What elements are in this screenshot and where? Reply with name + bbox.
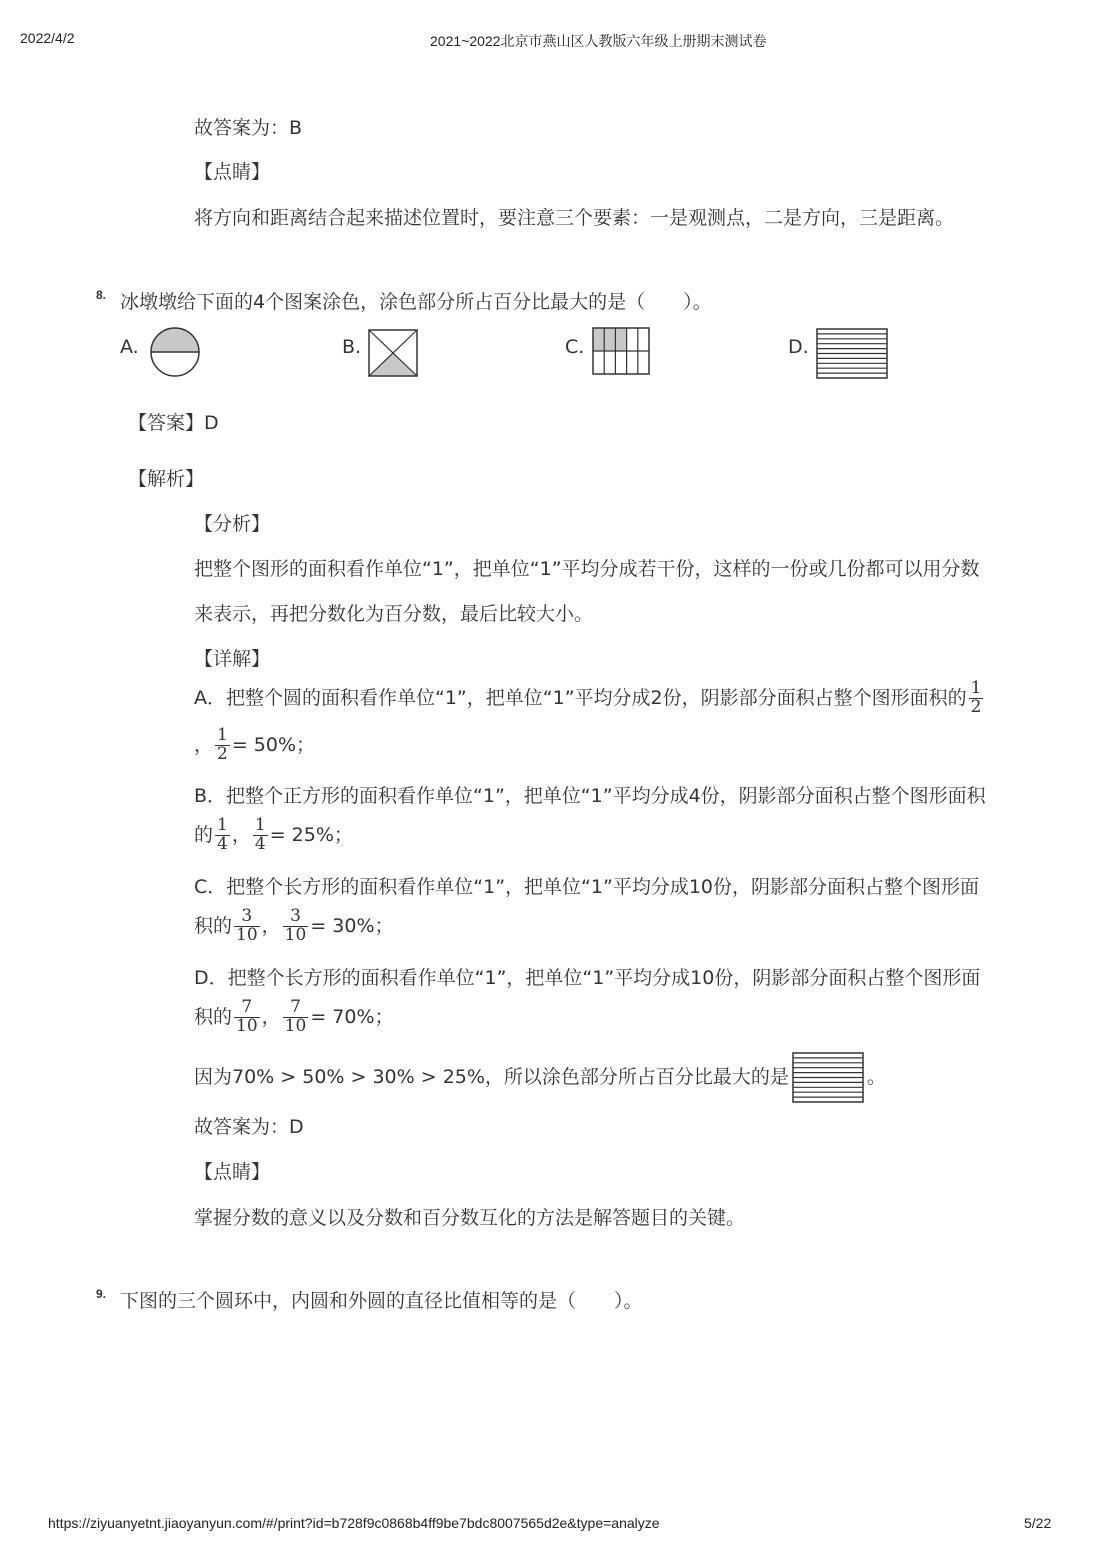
detail-c-de: 积的 <box>194 914 233 937</box>
q7-dianjing-label: 【点睛】 <box>194 161 271 183</box>
question-stem: 下图的三个圆环中，内圆和外圆的直径比值相等的是（ ）。 <box>120 1290 643 1312</box>
xiangjie-label: 【详解】 <box>194 648 271 670</box>
q7-dianjing-text: 将方向和距离结合起来描述位置时，要注意三个要素：一是观测点，二是方向，三是距离。 <box>194 207 955 229</box>
option-c-label: C. <box>565 336 585 358</box>
fraction-one-quarter <box>215 817 230 854</box>
question-number: 9. <box>96 1287 107 1301</box>
conclusion-text: 因为70% > 50% > 30% > 25%，所以涂色部分所占百分比最大的是 <box>194 1066 789 1088</box>
print-date: 2022/4/2 <box>20 30 75 46</box>
question-stem: 冰墩墩给下面的4个图案涂色，涂色部分所占百分比最大的是（ ）。 <box>120 291 712 313</box>
detail-b-line-1: B．把整个正方形的面积看作单位“1”，把单位“1”平均分成4份，阴影部分面积占整个图形面积 <box>194 785 986 807</box>
fraction-denominator: 10 <box>284 924 307 945</box>
option-b-label: B. <box>342 336 362 358</box>
detail-b-result: = 25%； <box>269 823 353 846</box>
fraction-numerator: 3 <box>290 906 301 926</box>
fraction-numerator: 1 <box>217 725 228 745</box>
detail-c-line-1: C．把整个长方形的面积看作单位“1”，把单位“1”平均分成10份，阴影部分面积占整个图形面 <box>194 876 979 898</box>
q7-answer-line: 故答案为：B <box>194 117 303 139</box>
jiexi-label: 【解析】 <box>128 468 205 490</box>
option-d-striped-figure <box>815 327 889 380</box>
fraction-three-tenths <box>234 908 260 945</box>
detail-a-text: A．把整个圆的面积看作单位“1”，把单位“1”平均分成2份，阴影部分面积占整个图形面积的 <box>194 686 967 709</box>
detail-c-result: = 30%； <box>310 914 394 937</box>
fraction-numerator: 1 <box>254 815 266 835</box>
fraction-numerator: 7 <box>290 997 301 1017</box>
answer-label: 【答案】D <box>128 412 219 434</box>
fenxi-label: 【分析】 <box>194 513 271 535</box>
fraction-numerator: 7 <box>241 997 253 1017</box>
document-title: 2021~2022北京市燕山区人教版六年级上册期末测试卷 <box>430 33 767 49</box>
detail-a-result: = 50%； <box>231 733 316 756</box>
fraction-denominator: 4 <box>217 833 228 854</box>
fenxi-line-2: 来表示，再把分数化为百分数，最后比较大小。 <box>194 603 594 625</box>
option-d-label: D. <box>788 336 809 358</box>
detail-c-line-2 <box>194 908 394 945</box>
fraction-denominator: 10 <box>284 1015 307 1036</box>
comma: ， <box>231 823 251 846</box>
fraction-seven-tenths <box>283 999 309 1036</box>
fraction-denominator: 4 <box>254 833 266 854</box>
detail-a-line-1 <box>194 680 985 717</box>
fraction-denominator: 10 <box>236 1015 258 1036</box>
option-c-grid-figure <box>591 326 651 378</box>
option-a-label: A. <box>120 336 139 358</box>
detail-d-result: = 70%； <box>310 1005 394 1028</box>
fraction-denominator: 2 <box>970 696 982 717</box>
fraction-three-tenths <box>283 908 309 945</box>
comma: ， <box>261 914 281 937</box>
footer-url: https://ziyuanyetnt.jiaoyanyun.com/#/print?id=b728f9c0868b4ff9be7bdc8007565d2e&type=analyze <box>48 1515 660 1531</box>
footer-page-number: 5/22 <box>1024 1515 1052 1531</box>
conclusion-end: 。 <box>866 1066 886 1088</box>
fraction-one-quarter <box>253 817 268 854</box>
option-a-half-circle-figure <box>149 326 201 378</box>
fraction-one-half <box>215 727 230 764</box>
fraction-one-half <box>969 680 984 717</box>
detail-d-line-1: D．把整个长方形的面积看作单位“1”，把单位“1”平均分成10份，阴影部分面积占整个图形面 <box>194 967 981 989</box>
fraction-numerator: 1 <box>970 678 982 698</box>
option-b-square-figure <box>367 328 419 378</box>
detail-b-de: 的 <box>194 823 214 846</box>
conclusion-line <box>194 1051 886 1104</box>
fraction-seven-tenths <box>234 999 260 1036</box>
inline-striped-figure <box>791 1051 865 1104</box>
comma: ， <box>261 1005 281 1028</box>
fraction-denominator: 10 <box>236 924 258 945</box>
question-number: 8. <box>96 288 107 302</box>
fraction-denominator: 2 <box>217 743 228 764</box>
fraction-numerator: 1 <box>217 815 228 835</box>
fraction-numerator: 3 <box>241 906 253 926</box>
detail-d-line-2 <box>194 999 394 1036</box>
q8-dianjing-label: 【点睛】 <box>194 1161 271 1183</box>
detail-d-de: 积的 <box>194 1005 233 1028</box>
q8-answer-conclusion: 故答案为：D <box>194 1116 304 1138</box>
detail-b-line-2 <box>194 817 353 854</box>
q8-dianjing-text: 掌握分数的意义以及分数和百分数互化的方法是解答题目的关键。 <box>194 1207 746 1229</box>
detail-a-line-2 <box>194 727 315 764</box>
fenxi-line-1: 把整个图形的面积看作单位“1”，把单位“1”平均分成若干份，这样的一份或几份都可以用分数 <box>194 558 980 580</box>
comma: ， <box>194 733 214 756</box>
